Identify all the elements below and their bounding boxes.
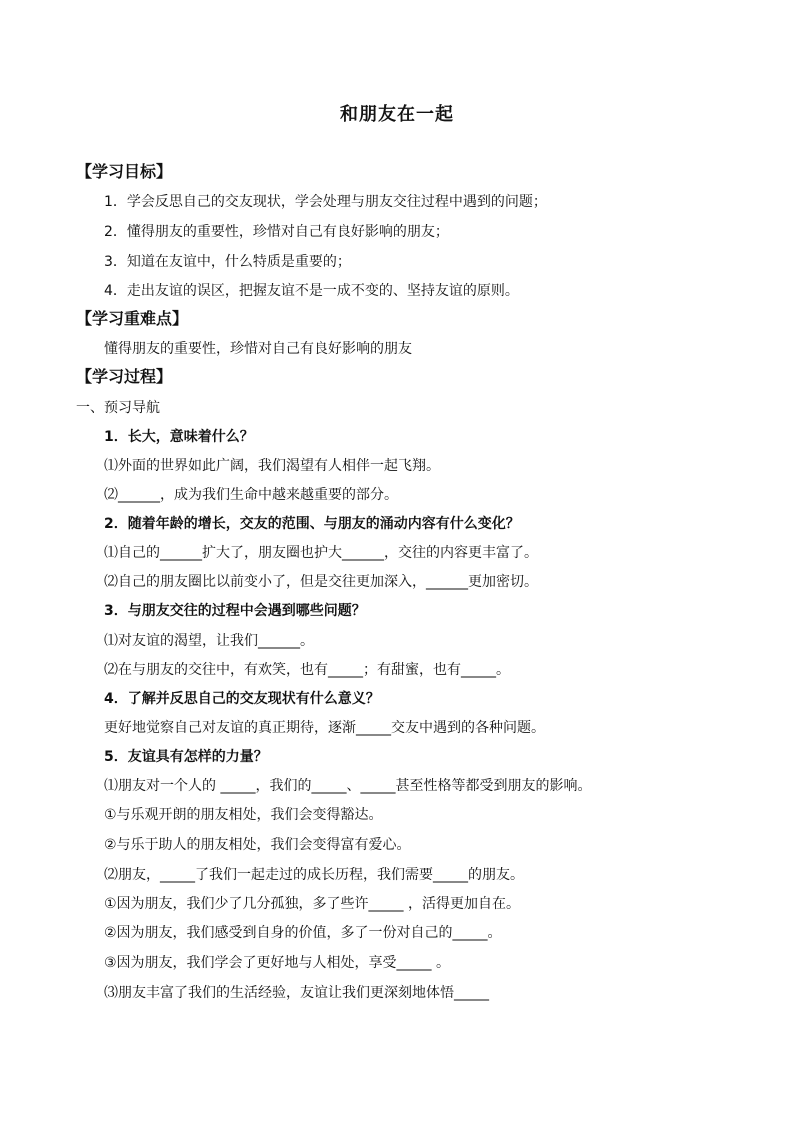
text-line: ⑵在与朋友的交往中，有欢笑，也有_____；有甜蜜，也有_____。	[104, 662, 510, 678]
text-line: ⑴朋友对一个人的 _____，我们的_____、_____甚至性格等都受到朋友的影响。	[104, 778, 592, 794]
text-line: ②与乐于助人的朋友相处，我们会变得富有爱心。	[104, 837, 411, 853]
text-line: ⑵朋友，_____了我们一起走过的成长历程，我们需要_____的朋友。	[104, 867, 524, 883]
text-line: ⑴自己的______扩大了，朋友圈也护大______，交往的内容更丰富了。	[104, 545, 538, 561]
question-heading: 1．长大，意味着什么？	[104, 429, 254, 445]
text-line: 更好地觉察自己对友谊的真正期待，逐渐_____交友中遇到的各种问题。	[104, 720, 545, 736]
text-line: ⑵______，成为我们生命中越来越重要的部分。	[104, 487, 398, 503]
text-line: ①因为朋友，我们少了几分孤独，多了些许_____ ，活得更加自在。	[104, 896, 520, 912]
goal-item: 2．懂得朋友的重要性，珍惜对自己有良好影响的朋友；	[104, 224, 449, 240]
question-heading: 5．友谊具有怎样的力量？	[104, 749, 268, 765]
text-line: ①与乐观开朗的朋友相处，我们会变得豁达。	[104, 807, 383, 823]
question-heading: 2．随着年龄的增长，交友的范围、与朋友的涌动内容有什么变化？	[104, 516, 520, 532]
goal-item: 4．走出友谊的误区，把握友谊不是一成不变的、坚持友谊的原则。	[104, 283, 519, 299]
section-heading-goals: 【学习目标】	[76, 162, 173, 181]
goal-item: 3．知道在友谊中，什么特质是重要的；	[104, 254, 351, 270]
page-title: 和朋友在一起	[340, 104, 454, 125]
text-line: ⑴外面的世界如此广阔，我们渴望有人相伴一起飞翔。	[104, 458, 440, 474]
key-points-text: 懂得朋友的重要性，珍惜对自己有良好影响的朋友	[104, 341, 412, 357]
part-heading: 一、预习导航	[76, 400, 160, 416]
question-heading: 4．了解并反思自己的交友现状有什么意义？	[104, 691, 380, 707]
text-line: ②因为朋友，我们感受到自身的价值，多了一份对自己的_____。	[104, 925, 502, 941]
section-heading-process: 【学习过程】	[76, 367, 173, 386]
text-line: ③因为朋友，我们学会了更好地与人相处，享受_____ 。	[104, 955, 450, 971]
text-line: ⑶朋友丰富了我们的生活经验，友谊让我们更深刻地体悟_____	[104, 985, 489, 1001]
text-line: ⑵自己的朋友圈比以前变小了，但是交往更加深入，______更加密切。	[104, 574, 538, 590]
goal-item: 1．学会反思自己的交友现状，学会处理与朋友交往过程中遇到的问题；	[104, 194, 547, 210]
section-heading-key-points: 【学习重难点】	[76, 309, 189, 328]
question-heading: 3．与朋友交往的过程中会遇到哪些问题？	[104, 603, 366, 619]
text-line: ⑴对友谊的渴望，让我们______。	[104, 633, 314, 649]
